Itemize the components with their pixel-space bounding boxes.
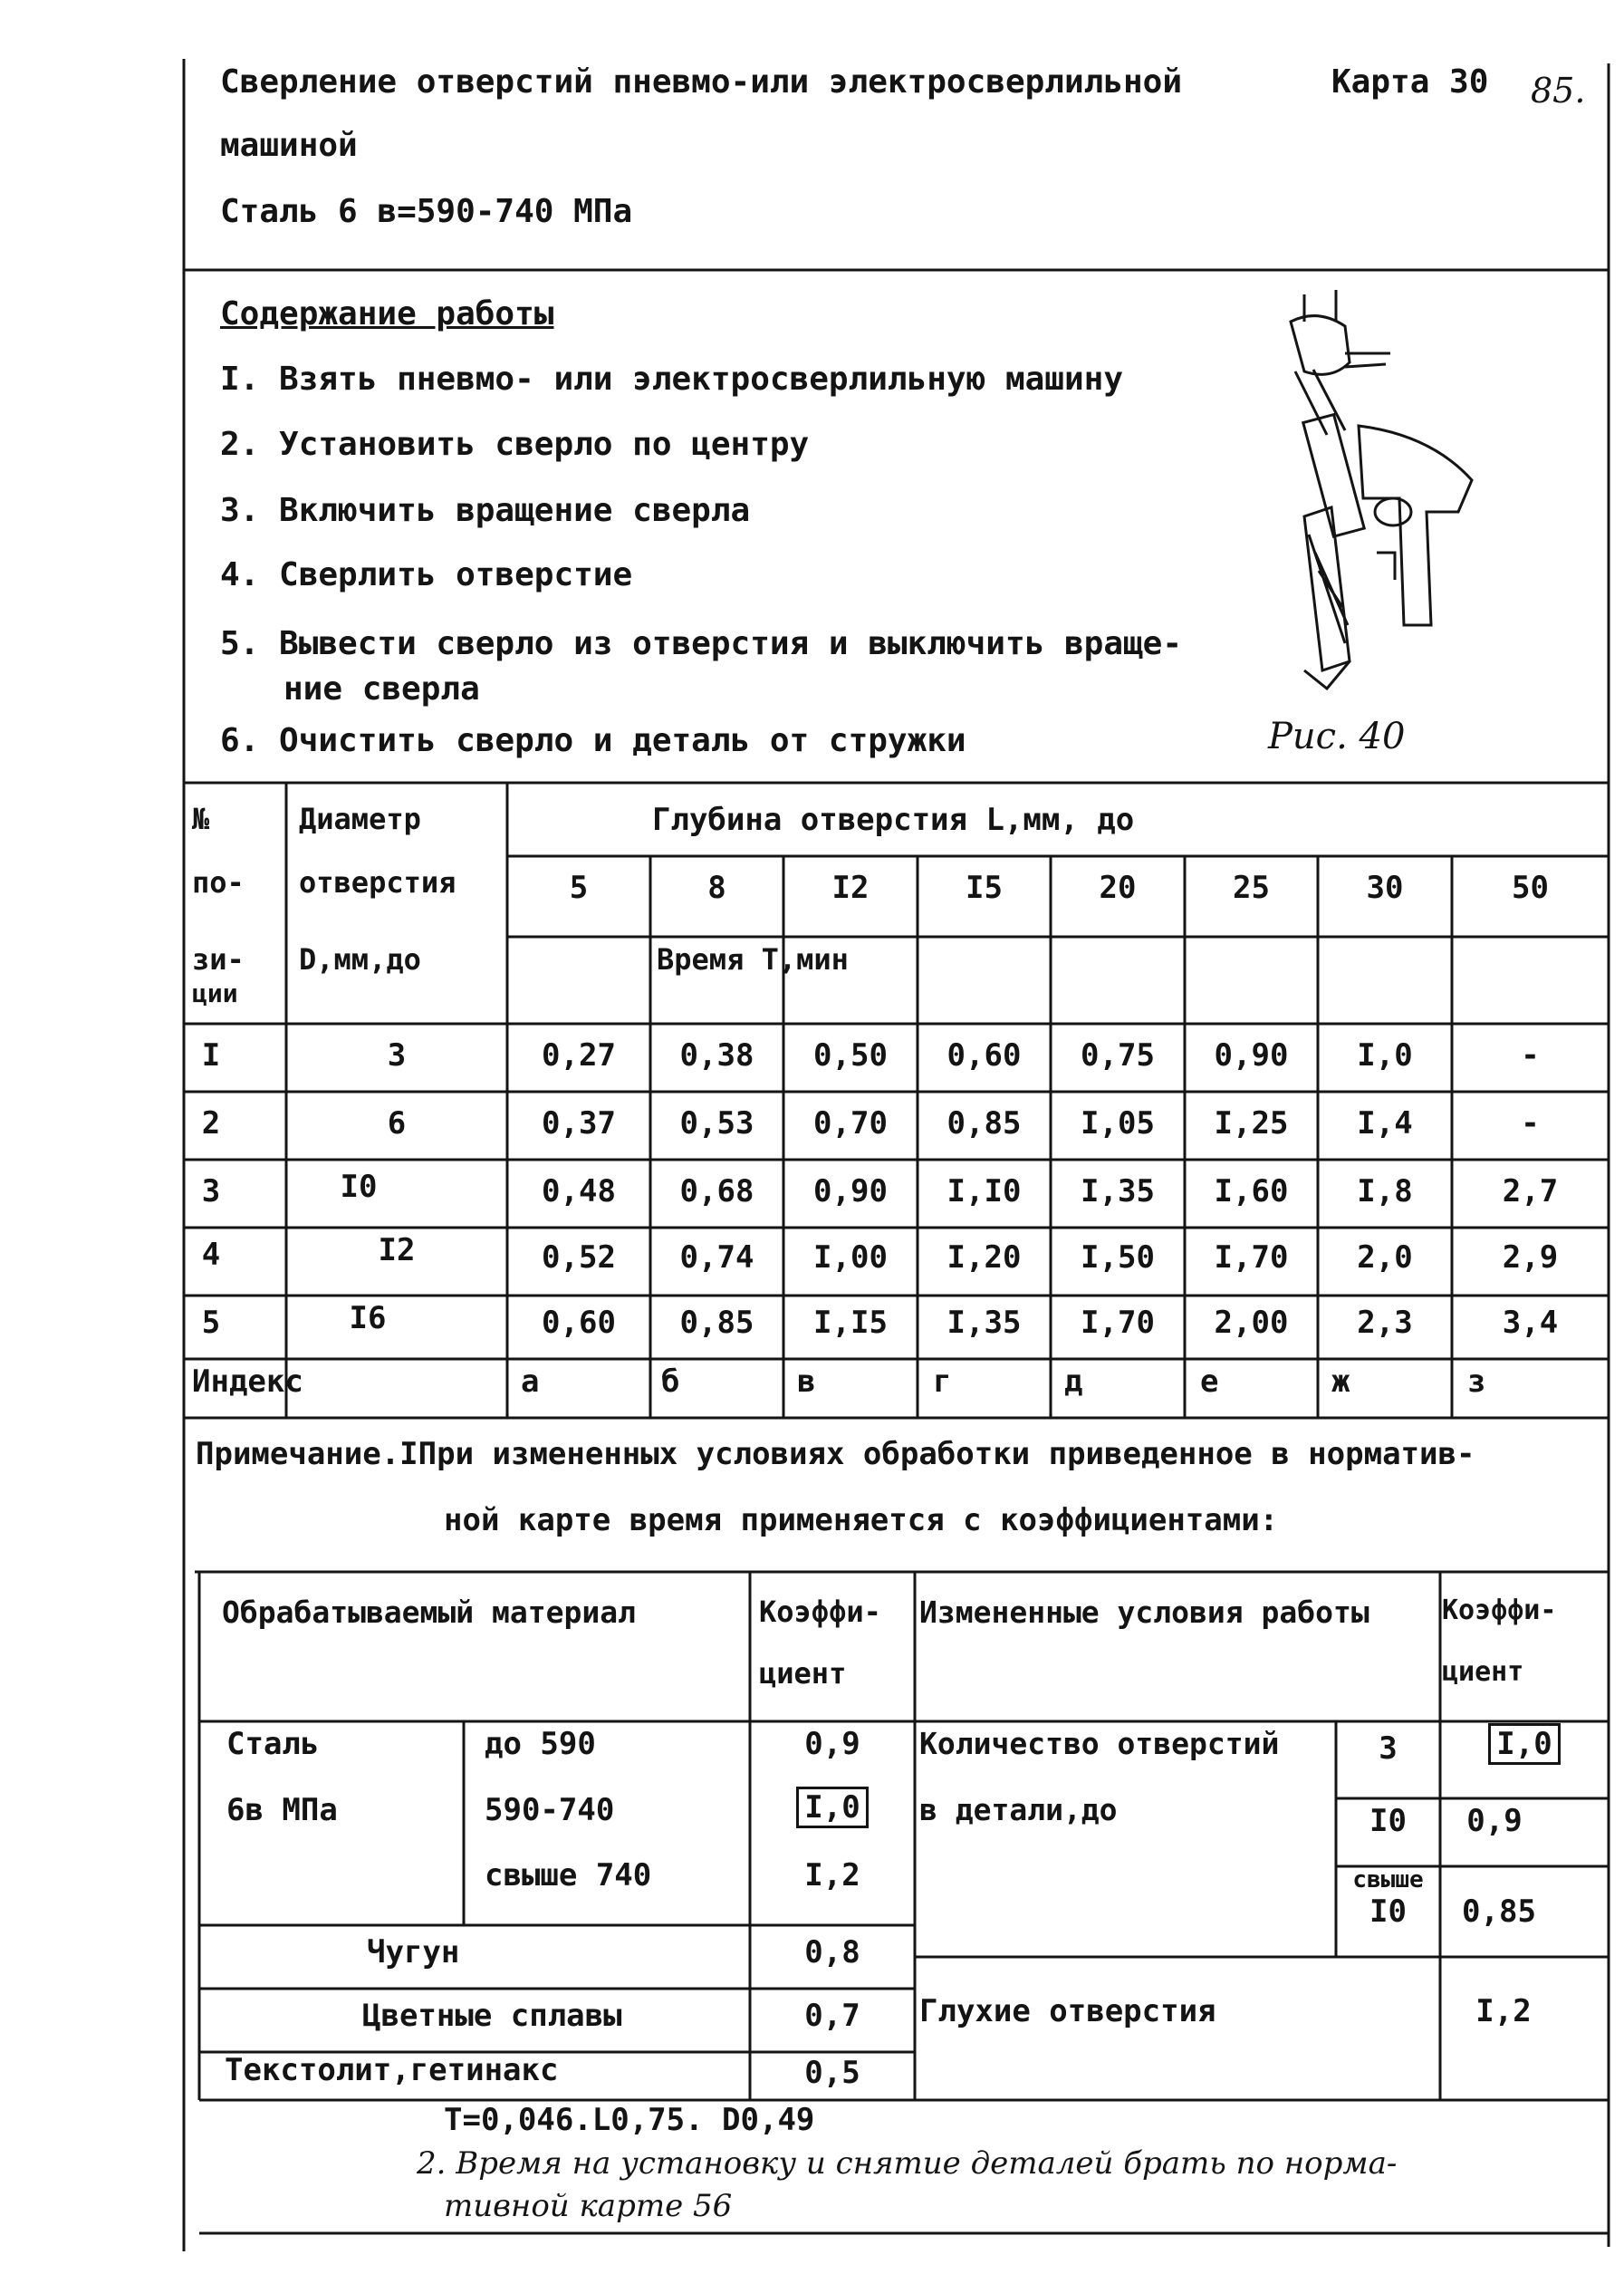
row-3-time: I,I0 (947, 1173, 1022, 1209)
textolite-coef: 0,5 (804, 2055, 860, 2091)
position-header-3: зи- (192, 942, 245, 977)
coef-header-coef-1: Коэффи- (759, 1595, 881, 1629)
row-1-time: 0,60 (947, 1037, 1022, 1074)
row-5-time: I,I5 (813, 1305, 888, 1341)
row-5-time: 0,85 (679, 1305, 754, 1341)
footer-note-2-continued: тивной карте 56 (444, 2188, 733, 2224)
row-3-time: 0,90 (813, 1173, 888, 1209)
diameter-header-3: D,мм,до (299, 942, 421, 977)
row-5-diameter: I6 (349, 1300, 387, 1336)
row-1-time: I,0 (1357, 1037, 1413, 1074)
row-4-time: I,70 (1214, 1239, 1289, 1276)
page-number: 85. (1531, 71, 1586, 111)
index-g: г (933, 1363, 952, 1400)
row-1-position: I (201, 1037, 221, 1074)
row-3-diameter: I0 (340, 1169, 378, 1205)
depth-8: 8 (707, 870, 726, 906)
row-4-time: I,20 (947, 1239, 1022, 1276)
row-4-time: I,00 (813, 1239, 888, 1276)
index-label: Индекс (192, 1363, 303, 1400)
work-step-2: 2. Установить сверло по центру (220, 426, 810, 463)
row-1-time: 0,27 (542, 1037, 616, 1074)
position-header-1: № (192, 802, 210, 836)
steel-coef-3: I,2 (804, 1857, 860, 1893)
steel-strength-label: 6в МПа (226, 1792, 338, 1828)
index-z: з (1467, 1363, 1486, 1400)
coef-header-coef2-1: Коэффи- (1442, 1595, 1557, 1626)
holes-count-1: 3 (1379, 1730, 1398, 1767)
material-cast-iron: Чугун (367, 1934, 460, 1970)
depth-30: 30 (1366, 870, 1404, 906)
depth-header: Глубина отверстия L,мм, до (652, 802, 1135, 838)
work-step-3: 3. Включить вращение сверла (220, 492, 751, 529)
blind-holes-label: Глухие отверстия (919, 1993, 1216, 2029)
row-2-time: I,05 (1081, 1105, 1155, 1142)
coef-header-coef-2: циент (759, 1656, 847, 1691)
row-2-time: 0,37 (542, 1105, 616, 1142)
steel-range-3: свыше 740 (485, 1857, 652, 1893)
steel-range-2: 590-740 (485, 1792, 615, 1828)
document-title: Сверление отверстий пневмо-или электросверлильной (220, 63, 1183, 101)
material-textolite: Текстолит,гетинакс (225, 2052, 559, 2088)
row-2-time: I,4 (1357, 1105, 1413, 1142)
index-a: а (521, 1363, 540, 1400)
depth-15: I5 (966, 870, 1003, 906)
position-header-4: ции (192, 978, 238, 1008)
cast-iron-coef: 0,8 (804, 1934, 860, 1970)
holes-count-label: Количество отверстий (919, 1726, 1280, 1761)
material-nonferrous: Цветные сплавы (362, 1998, 622, 2034)
time-formula: T=0,046.L0,75. D0,49 (444, 2102, 815, 2138)
holes-coef-1: I,0 (1488, 1723, 1560, 1765)
row-5-time: 0,60 (542, 1305, 616, 1341)
hand-drill-sketch (1232, 281, 1485, 716)
steel-label: Сталь (226, 1726, 320, 1762)
row-3-time: I,35 (1081, 1173, 1155, 1209)
row-5-time: 2,3 (1357, 1305, 1413, 1341)
row-2-time: - (1521, 1105, 1540, 1142)
row-1-time: 0,90 (1214, 1037, 1289, 1074)
row-3-time: 0,48 (542, 1173, 616, 1209)
row-1-diameter: 3 (387, 1037, 407, 1074)
row-3-time: I,8 (1357, 1173, 1413, 1209)
row-4-time: I,50 (1081, 1239, 1155, 1276)
row-1-time: - (1521, 1037, 1540, 1074)
time-header: Время Т,мин (657, 942, 849, 977)
footer-note-2: 2. Время на установку и снятие деталей брать по норма- (417, 2145, 1398, 2182)
steel-coef-2: I,0 (796, 1787, 868, 1828)
row-4-time: 0,74 (679, 1239, 754, 1276)
work-step-6: 6. Очистить сверло и деталь от стружки (220, 722, 966, 759)
row-4-time: 2,0 (1357, 1239, 1413, 1276)
row-2-time: 0,85 (947, 1105, 1022, 1142)
figure-caption: Рис. 40 (1268, 716, 1406, 757)
depth-20: 20 (1099, 870, 1137, 906)
row-3-position: 3 (201, 1173, 221, 1209)
row-4-time: 2,9 (1502, 1239, 1559, 1276)
steel-coef-2-wrapper (750, 1789, 915, 1826)
row-5-time: 3,4 (1502, 1305, 1559, 1341)
nonferrous-coef: 0,7 (804, 1998, 860, 2034)
row-1-time: 0,75 (1081, 1037, 1155, 1074)
position-header-2: по- (192, 865, 245, 900)
row-1-time: 0,50 (813, 1037, 888, 1074)
row-3-time: 2,7 (1502, 1173, 1559, 1209)
steel-coef-1: 0,9 (804, 1726, 860, 1762)
holes-count-label-2: в детали,до (919, 1792, 1118, 1827)
row-4-diameter: I2 (378, 1232, 416, 1268)
row-1-time: 0,38 (679, 1037, 754, 1074)
work-step-1: I. Взять пневмо- или электросверлильную машину (220, 361, 1123, 398)
row-2-time: 0,70 (813, 1105, 888, 1142)
holes-coef-1-wrapper (1440, 1726, 1609, 1762)
holes-count-3: I0 (1369, 1893, 1407, 1930)
steel-range-1: до 590 (485, 1726, 596, 1762)
depth-12: I2 (831, 870, 870, 906)
coef-header-material: Обрабатываемый материал (222, 1595, 636, 1630)
coef-header-conditions: Измененные условия работы (919, 1595, 1369, 1630)
diameter-header-2: отверстия (299, 865, 456, 900)
row-2-time: I,25 (1214, 1105, 1289, 1142)
diameter-header-1: Диаметр (299, 802, 421, 836)
row-4-time: 0,52 (542, 1239, 616, 1276)
coef-header-coef2-2: циент (1442, 1656, 1524, 1688)
row-5-position: 5 (201, 1305, 221, 1341)
depth-25: 25 (1233, 870, 1270, 906)
row-2-position: 2 (201, 1105, 221, 1142)
index-e: е (1200, 1363, 1219, 1400)
row-3-time: I,60 (1214, 1173, 1289, 1209)
index-d: д (1064, 1363, 1083, 1400)
work-step-5: 5. Вывести сверло из отверстия и выключить враще- (220, 625, 1183, 662)
document-title-continued: машиной (220, 127, 358, 164)
row-3-time: 0,68 (679, 1173, 754, 1209)
work-step-4: 4. Сверлить отверстие (220, 556, 633, 593)
note-line-1: Примечание.IПри измененных условиях обработки приведенное в норматив- (196, 1436, 1475, 1472)
holes-count-2: I0 (1369, 1803, 1407, 1839)
depth-50: 50 (1512, 870, 1549, 906)
card-number: Карта 30 (1331, 63, 1489, 101)
row-5-time: 2,00 (1214, 1305, 1289, 1341)
row-2-time: 0,53 (679, 1105, 754, 1142)
row-5-time: I,35 (947, 1305, 1022, 1341)
material-spec: Сталь 6 в=590-740 МПа (220, 193, 633, 230)
row-2-diameter: 6 (387, 1105, 407, 1142)
row-4-position: 4 (201, 1237, 221, 1273)
holes-coef-2: 0,9 (1466, 1803, 1523, 1839)
index-zh: ж (1331, 1363, 1350, 1400)
holes-coef-3: 0,85 (1462, 1893, 1536, 1930)
blind-holes-coef: I,2 (1475, 1993, 1532, 2029)
note-line-2: ной карте время применяется с коэффициентами: (444, 1502, 1279, 1538)
work-content-heading: Содержание работы (220, 295, 554, 332)
work-step-5-continued: ние сверла (283, 670, 480, 708)
depth-5: 5 (569, 870, 589, 906)
row-5-time: I,70 (1081, 1305, 1155, 1341)
holes-count-3-top: свыше (1352, 1866, 1424, 1893)
index-v: в (797, 1363, 816, 1400)
index-b: б (661, 1363, 680, 1400)
